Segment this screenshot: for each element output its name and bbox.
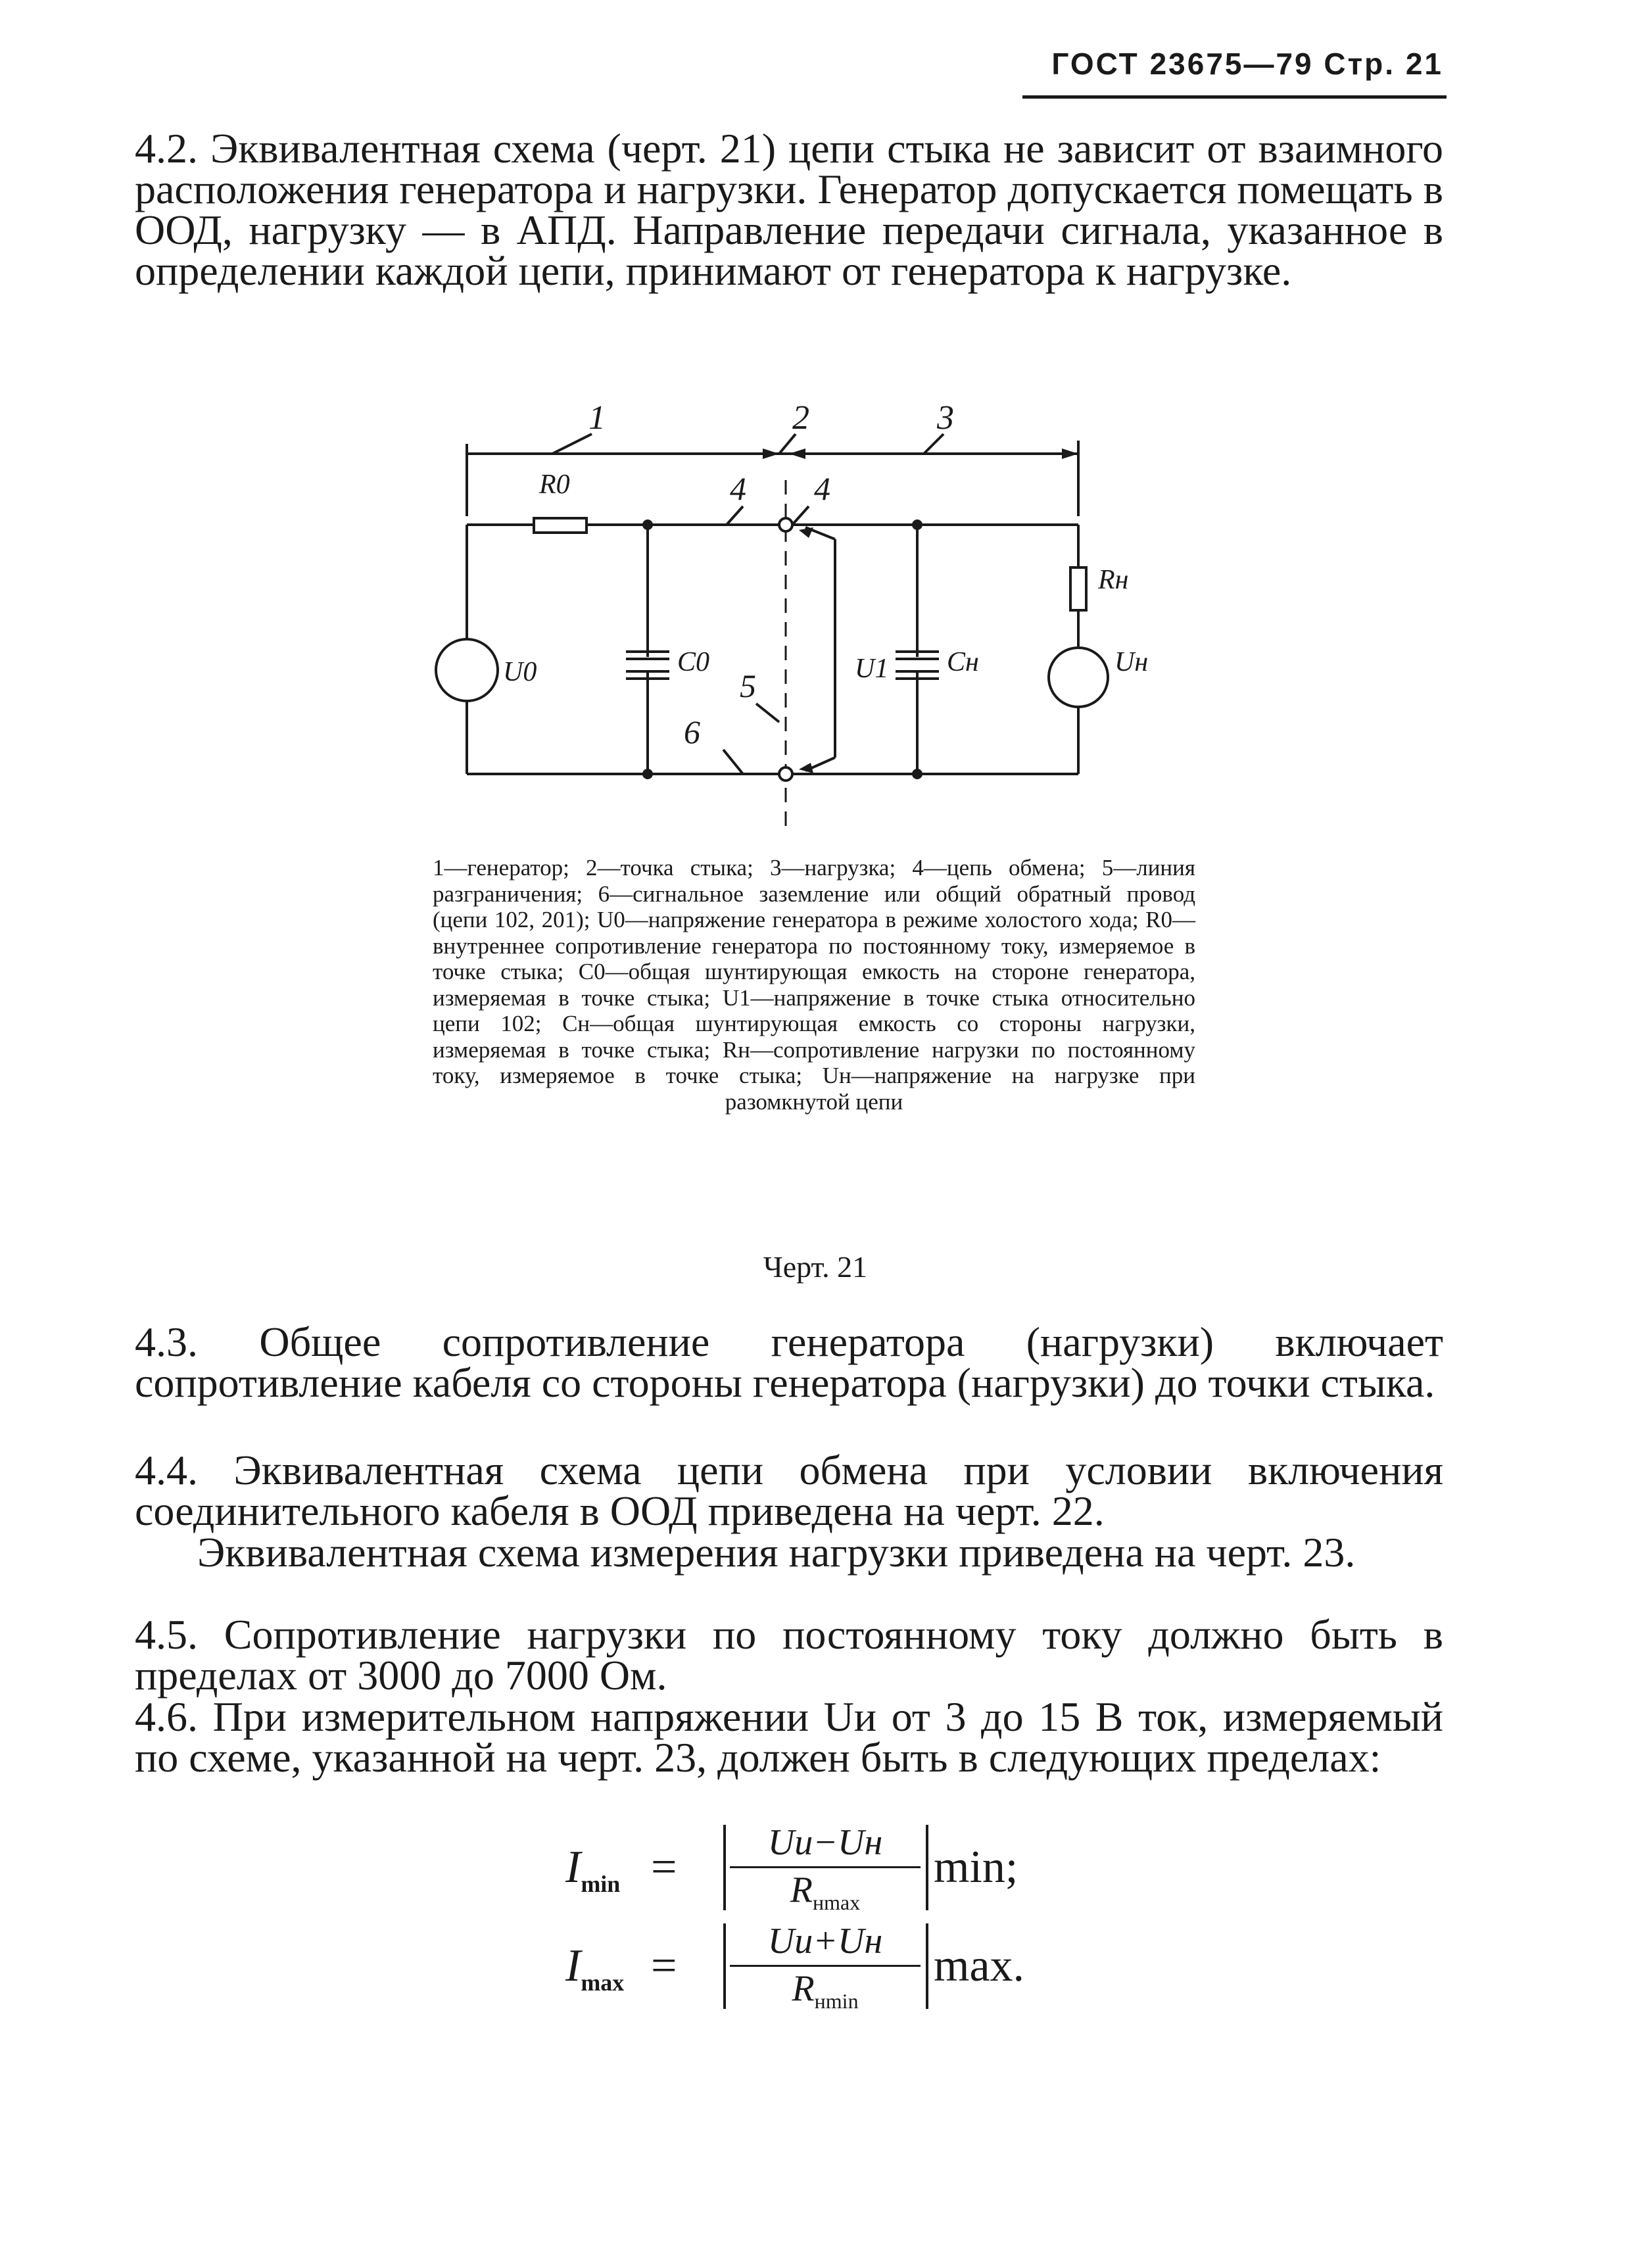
figure-label: Черт. 21 xyxy=(763,1250,868,1284)
leader-2 xyxy=(779,434,796,454)
leader-4b xyxy=(792,506,809,525)
paragraph-4-2-text: 4.2. Эквивалентная схема (черт. 21) цепи стыка не зависит от взаимного расположения генератора и нагрузки. Генератор допускается помещать в ООД, нагрузку — в АПД. Направление передачи сигнала, указанное в определении каждой цепи, принимают от генератора к нагрузке. xyxy=(135,125,1443,294)
label-6: 6 xyxy=(684,713,700,750)
formula-min-numerator: Uи−Uн xyxy=(767,1822,883,1863)
formula-min-abs-right xyxy=(926,1825,928,1910)
label-r0: R0 xyxy=(539,470,570,500)
leader-6 xyxy=(723,750,743,774)
interface-point-top xyxy=(779,518,792,531)
leader-1 xyxy=(552,434,592,454)
label-rn: Rн xyxy=(1098,565,1129,595)
paragraph-4-2 xyxy=(135,125,1443,294)
dimension-arrow-left-end xyxy=(763,448,779,459)
label-c0: C0 xyxy=(677,647,710,677)
running-header: ГОСТ 23675—79 Стр. 21 xyxy=(1051,47,1443,81)
dimension-arrow-right-end xyxy=(1062,448,1078,459)
label-4a: 4 xyxy=(730,470,746,507)
formula-min-tail: min; xyxy=(934,1842,1018,1893)
paragraph-4-6-text: 4.6. При измерительном напряжении Uи от 3 до 15 В ток, измеряемый по схеме, указанной на черт. 23, должен быть в следующих пределах: xyxy=(135,1693,1443,1781)
formula-min-fraction-line xyxy=(730,1866,921,1868)
paragraph-4-4 xyxy=(135,1447,1443,1534)
formula-i-min xyxy=(565,1822,1065,1920)
paragraph-4-3-text: 4.3. Общее сопротивление генератора (нагрузки) включает сопротивление кабеля со стороны генератора (нагрузки) до точки стыка. xyxy=(135,1318,1443,1406)
formula-max-lhs: $I_{max}$ xyxy=(565,1941,625,1996)
dimension-arrow-right-start xyxy=(789,448,805,459)
paragraph-4-4-text: 4.4. Эквивалентная схема цепи обмена при условии включения соединительного кабеля в ООД приведена на черт. 22. xyxy=(135,1447,1443,1534)
leader-4a xyxy=(727,506,743,525)
node-c0-top xyxy=(642,519,653,530)
formula-max-fraction-line xyxy=(730,1965,921,1967)
interface-point-bottom xyxy=(779,767,792,781)
formula-min-abs-left xyxy=(723,1825,726,1910)
paragraph-4-3 xyxy=(135,1318,1443,1406)
generator-u0-symbol xyxy=(436,639,498,701)
node-cn-top xyxy=(912,519,922,530)
formula-max-equals: = xyxy=(651,1941,677,1991)
paragraph-4-5-text: 4.5. Сопротивление нагрузки по постоянному току должно быть в пределах от 3000 до 7000 Ом. xyxy=(135,1611,1443,1699)
leader-5 xyxy=(756,704,779,722)
label-3: 3 xyxy=(937,399,954,437)
label-5: 5 xyxy=(740,667,756,704)
formula-i-max xyxy=(565,1920,1065,2019)
formula-max-tail: max. xyxy=(934,1941,1025,1991)
label-2: 2 xyxy=(792,399,809,437)
node-cn-bottom xyxy=(912,769,922,779)
label-u1: U1 xyxy=(855,654,889,684)
load-un-symbol xyxy=(1049,648,1108,707)
leader-3 xyxy=(924,434,944,454)
paragraph-4-6 xyxy=(135,1693,1443,1781)
formula-min-denominator: $R_{нmax}$ xyxy=(790,1870,861,1915)
resistor-rn xyxy=(1070,567,1086,610)
figure-caption: 1—генератор; 2—точка стыка; 3—нагрузка; 4—цепь обмена; 5—линия разграничения; 6—сигнальное заземление или общий обратный провод (цепи 102, 201); U0—напряжение генератора в режиме холостого хода; R0—внутреннее сопротивление генератора по постоянному току, измеряемое в точке стыка; C0—общая шунтирующая емкость на стороне генератора, измеряемая в точке стыка; U1—напряжение в точке стыка относительно цепи 102; Cн—общая шунтирующая емкость со стороны нагрузки, измеряемая в точке стыка; Rн—сопротивление нагрузки по постоянному току, измеряемое в точке стыка; Uн—напряжение на нагрузке при разомкнутой цепи xyxy=(433,855,1195,1115)
formula-max-denominator: $R_{нmin}$ xyxy=(792,1968,859,2014)
paragraph-4-5 xyxy=(135,1611,1443,1699)
equivalent-circuit-diagram xyxy=(421,381,1210,842)
label-un: Uн xyxy=(1114,647,1149,677)
resistor-r0 xyxy=(534,518,587,533)
label-1: 1 xyxy=(588,399,606,437)
label-u0: U0 xyxy=(503,657,537,687)
label-cn: Cн xyxy=(947,647,979,677)
formula-min-lhs: $I_{min}$ xyxy=(565,1842,621,1897)
node-c0-bottom xyxy=(642,769,653,779)
formula-max-abs-right xyxy=(926,1923,928,2009)
paragraph-4-4-continued-text: Эквивалентная схема измерения нагрузки приведена на черт. 23. xyxy=(197,1529,1356,1576)
formula-max-numerator: Uи+Uн xyxy=(767,1921,883,1962)
formula-min-equals: = xyxy=(651,1842,677,1893)
paragraph-4-4-continued xyxy=(135,1529,1443,1576)
u1-arrowhead-top xyxy=(799,527,813,538)
formula-max-abs-left xyxy=(723,1923,726,2009)
header-rule xyxy=(1022,95,1447,99)
label-4b: 4 xyxy=(814,470,830,507)
